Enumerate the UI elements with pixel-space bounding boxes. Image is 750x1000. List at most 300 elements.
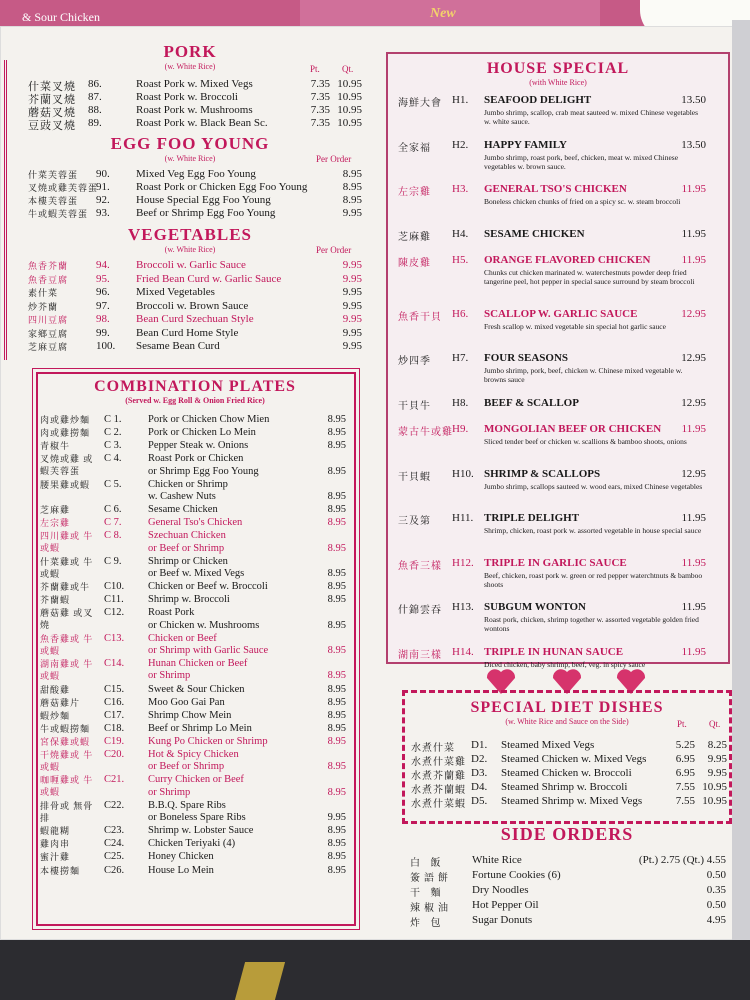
menu-item (28, 299, 362, 313)
item-price: 11.95 (681, 601, 706, 613)
combo-item (40, 865, 348, 877)
item-price: 8.95 (327, 619, 346, 631)
side-item (410, 869, 728, 882)
combo-item (40, 517, 348, 529)
item-number: C19. (104, 735, 125, 747)
menu-item (28, 78, 362, 93)
chinese-name: 炒四季 (398, 356, 431, 367)
item-price: 8.95 (327, 581, 346, 593)
item-name: TRIPLE IN HUNAN SAUCE (484, 645, 624, 658)
chinese-name: 肉或雞撈麵 (40, 428, 91, 439)
item-price: 8.95 (327, 735, 346, 747)
item-name: Broccoli w. Brown Sauce (136, 299, 249, 312)
item-price-qt: 10.95 (337, 104, 362, 116)
combo-item (40, 684, 348, 696)
item-name: Bean Curd Szechuan Style (136, 313, 254, 325)
item-number: C11. (104, 594, 124, 606)
item-number: C 7. (104, 517, 122, 529)
menu-item (28, 313, 362, 326)
top-left-text: & Sour Chicken (22, 10, 100, 24)
item-name-line: Chicken or Shrimp (148, 478, 228, 490)
item-price: 0.35 (706, 884, 726, 896)
item-number: 87. (88, 91, 102, 103)
pork-section (20, 42, 362, 132)
item-name-line: Hot & Spicy Chicken (148, 749, 239, 760)
item-name: Beef or Shrimp Egg Foo Young (136, 207, 276, 219)
special-diet-box (402, 690, 732, 824)
item-number: 97. (96, 299, 110, 312)
item-price: 8.95 (327, 709, 346, 721)
chinese-name: 蝦龍糊 (40, 826, 71, 837)
house-item (388, 139, 718, 171)
item-price: 12.95 (681, 467, 706, 480)
item-name: GENERAL TSO'S CHICKEN (484, 183, 627, 195)
item-number: 88. (88, 104, 102, 116)
item-number: 95. (96, 272, 110, 285)
item-name: SESAME CHICKEN (484, 227, 585, 240)
item-number: 96. (96, 286, 110, 298)
item-name-line: Moo Goo Gai Pan (148, 696, 225, 708)
item-name-line: General Tso's Chicken (148, 517, 243, 529)
pork-col-qt: Qt. (342, 64, 354, 74)
item-number: 91. (96, 181, 110, 193)
item-number: C 9. (104, 555, 122, 567)
item-name-line: Roast Pork or Chicken (148, 453, 244, 465)
item-number: C 2. (104, 427, 122, 439)
item-number: C10. (104, 581, 125, 593)
item-price-qt: 9.95 (707, 753, 727, 765)
house-special-subtitle: (with White Rice) (529, 78, 587, 87)
item-price: 11.95 (681, 645, 706, 658)
house-item (388, 254, 718, 295)
item-price: 0.50 (706, 869, 726, 881)
item-price-pt: 7.35 (310, 104, 330, 116)
item-price-qt: 10.95 (702, 795, 727, 807)
item-name: Steamed Chicken w. Mixed Vegs (501, 753, 647, 765)
item-price: 12.95 (681, 396, 706, 409)
combo-item (40, 414, 348, 426)
item-price: 9.95 (327, 812, 346, 824)
item-name-line: Shrimp Chow Mein (148, 709, 232, 721)
chinese-name: 湖南雞或 牛或蝦 (40, 659, 94, 682)
chinese-name: 四川豆腐 (28, 315, 69, 325)
item-name: Sesame Bean Curd (136, 340, 220, 352)
item-number: C 6. (104, 504, 122, 516)
combo-item (40, 556, 348, 581)
item-price: 8.95 (327, 722, 346, 734)
item-description: Jumbo shrimp, pork, beef, chicken w. Chinese mixed vegetable w. browns sauce (484, 366, 683, 384)
item-code: H12. (452, 556, 474, 569)
chinese-name: 蘑菇雞片 (40, 697, 81, 708)
chinese-name: 魚香三樣 (398, 560, 442, 572)
item-number: 100. (96, 340, 116, 352)
item-name-line: or Beef or Shrimp (148, 542, 225, 554)
item-price: 8.95 (327, 567, 346, 579)
item-price-pt: 7.55 (675, 781, 695, 793)
item-number: C13. (104, 632, 125, 644)
house-special-title: HOUSE SPECIAL (486, 60, 630, 77)
item-number: 99. (96, 326, 110, 339)
item-price: 8.95 (327, 786, 346, 798)
item-price: 13.50 (681, 94, 706, 106)
pork-subtitle: (w. White Rice) (164, 62, 216, 71)
item-price: 9.95 (342, 286, 362, 298)
item-description: Roast pork, chicken, shrimp together w. assorted vegetable golden fried wontons (484, 615, 699, 633)
house-item (388, 352, 718, 384)
item-name: FOUR SEASONS (484, 352, 569, 364)
pork-col-pt: Pt. (310, 64, 320, 74)
chinese-name: 牛或蝦撈麵 (40, 723, 91, 734)
item-price: 8.95 (327, 504, 346, 516)
item-price: 12.95 (681, 307, 706, 320)
item-number: C23. (104, 825, 125, 837)
item-name: Steamed Mixed Vegs (501, 739, 595, 751)
combination-subtitle: (Served w. Egg Roll & Onion Fried Rice) (125, 396, 265, 405)
item-code: D5. (471, 795, 488, 807)
item-code: H2. (452, 138, 469, 151)
combo-item (40, 736, 348, 748)
combo-item (40, 427, 348, 439)
item-name: Steamed Shrimp w. Broccoli (501, 781, 628, 793)
item-price: 8.95 (327, 414, 346, 425)
house-item (388, 557, 718, 589)
chinese-name: 本樓撈麵 (40, 865, 81, 876)
special-diet-title: SPECIAL DIET DISHES (470, 699, 664, 716)
item-name: House Special Egg Foo Young (136, 194, 271, 206)
chinese-name: 蒙古牛或雞 (398, 427, 453, 438)
chinese-name: 干貝牛 (398, 400, 431, 412)
diet-item (411, 795, 727, 810)
item-number: C15. (104, 683, 125, 695)
item-name-line: Curry Chicken or Beef (148, 774, 244, 786)
side-item (410, 899, 728, 912)
item-number: C20. (104, 749, 125, 760)
item-code: H6. (452, 307, 469, 320)
menu-item (28, 117, 362, 132)
item-price: 8.95 (327, 696, 346, 708)
item-price: 8.95 (342, 168, 362, 180)
item-number: 89. (88, 117, 102, 129)
chinese-name: 家鄉豆腐 (28, 328, 69, 339)
item-price-qt: 10.95 (702, 781, 727, 793)
item-price: 8.95 (327, 670, 346, 682)
item-name-line: Hunan Chicken or Beef (148, 658, 248, 670)
chinese-name: 水煮芥蘭雞 (411, 771, 466, 782)
chinese-name: 干貝蝦 (398, 471, 431, 483)
chinese-name: 牛或蝦芙蓉蛋 (28, 209, 89, 219)
item-price: 8.95 (342, 181, 362, 193)
item-price-qt: 10.95 (337, 78, 362, 90)
item-price: 4.95 (706, 914, 726, 926)
menu-item (28, 168, 362, 181)
item-number: C14. (104, 658, 125, 670)
vegetables-title: VEGETABLES (127, 225, 252, 244)
diet-item (411, 739, 727, 754)
combo-item (40, 838, 348, 850)
chinese-name: 簽語餅 (410, 873, 452, 884)
combo-item (40, 479, 348, 504)
item-name-line: or Beef or Shrimp (148, 761, 225, 773)
item-price: 8.95 (327, 644, 346, 656)
item-price-qt: 10.95 (337, 91, 362, 103)
item-name-line: or Shrimp with Garlic Sauce (148, 644, 269, 656)
chinese-name: 白 飯 (410, 858, 445, 869)
item-name: MONGOLIAN BEEF OR CHICKEN (484, 423, 662, 435)
item-name-line: Shrimp w. Lobster Sauce (148, 825, 254, 837)
special-diet-subtitle: (w. White Rice and Sauce on the Side) (505, 717, 629, 726)
item-price: 8.95 (327, 838, 346, 850)
item-name: Mixed Vegetables (136, 286, 215, 298)
item-name: Fortune Cookies (6) (472, 869, 561, 881)
item-price: 9.95 (342, 340, 362, 352)
menu-item (28, 194, 362, 207)
chinese-name: 豆豉叉燒 (28, 120, 76, 132)
combo-item (40, 710, 348, 722)
house-item (388, 94, 718, 126)
chinese-name: 炸 包 (410, 918, 445, 929)
item-name: Sugar Donuts (472, 914, 533, 926)
item-description: Jumbo shrimp, scallops sauteed w. wood ears, mixed Chinese vegetables (484, 481, 703, 491)
side-item (410, 884, 728, 897)
chinese-name: 青椒牛 (40, 441, 71, 452)
chinese-name: 湖南三樣 (398, 649, 442, 661)
combination-section (40, 378, 350, 876)
item-price: 9.95 (342, 272, 362, 285)
chinese-name: 干燒雞或 牛或蝦 (40, 750, 94, 772)
special-diet-col-qt: Qt. (709, 719, 721, 729)
chinese-name: 本樓芙蓉蛋 (28, 196, 79, 206)
item-name-line: Chicken or Beef w. Broccoli (148, 581, 268, 593)
item-name-line: Pepper Steak w. Onions (148, 440, 249, 452)
item-name: Roast Pork w. Black Bean Sc. (136, 117, 268, 129)
item-price: 9.95 (342, 207, 362, 219)
item-name-line: B.B.Q. Spare Ribs (148, 799, 226, 811)
item-price: 8.95 (327, 440, 346, 452)
item-number: 93. (96, 207, 110, 219)
house-item (388, 468, 718, 500)
item-number: C16. (104, 696, 125, 708)
chinese-name: 水煮芥蘭蝦 (411, 785, 466, 796)
item-description: Chunks cut chicken marinated w. waterchestnuts powder deep fried tangerine peel, hot pepper in special sauce surround by steam broccoli (484, 268, 695, 286)
item-number: C 5. (104, 478, 122, 490)
item-number: C17. (104, 709, 125, 721)
combo-item (40, 697, 348, 709)
chinese-name: 芥蘭叉燒 (28, 94, 76, 106)
item-code: H8. (452, 396, 469, 409)
item-price: 8.95 (327, 851, 346, 863)
chinese-name: 蜜汁雞 (40, 852, 71, 863)
item-code: H5. (452, 254, 469, 266)
item-price: 11.95 (681, 556, 706, 569)
vegetables-section (20, 225, 362, 352)
diet-item (411, 767, 727, 782)
item-price-pt: 7.35 (310, 117, 330, 129)
item-number: C25. (104, 851, 125, 863)
item-price: 11.95 (681, 183, 706, 195)
house-item (388, 601, 718, 633)
diet-item (411, 781, 727, 796)
item-name-line: or Shrimp (148, 670, 191, 682)
item-code: H9. (452, 423, 469, 435)
item-description: Fresh scallop w. mixed vegetable sin special hot garlic sauce (484, 321, 666, 331)
chinese-name: 三及第 (398, 516, 431, 527)
item-description: Boneless chicken chunks of fried on a spicy sc. w. steam broccoli (484, 197, 681, 206)
item-price: 9.95 (342, 299, 362, 312)
item-price: 9.95 (342, 326, 362, 339)
chinese-name: 蘑菇雞 或叉燒 (40, 608, 94, 631)
item-name: Steamed Shrimp w. Mixed Vegs (501, 795, 643, 807)
chinese-name: 腰果雞或蝦 (40, 479, 91, 490)
item-price-pt: 6.95 (675, 753, 695, 765)
item-price: 8.95 (327, 542, 346, 554)
item-name: SEAFOOD DELIGHT (484, 94, 592, 106)
item-code: H11. (452, 512, 474, 524)
item-price: 8.95 (327, 683, 346, 695)
item-name-line: Pork or Chicken Lo Mein (148, 427, 256, 439)
item-description: Jumbo shrimp, scallop, crab meat sauteed w. mixed Chinese vegetables w. white sauce. (484, 108, 699, 126)
egg-foo-young-subtitle: (w. White Rice) (164, 154, 216, 163)
chinese-name: 水煮什菜 (411, 743, 455, 754)
item-name-line: Kung Po Chicken or Shrimp (148, 735, 268, 747)
chinese-name: 左宗雞 (398, 187, 431, 198)
item-name: HAPPY FAMILY (484, 138, 568, 151)
chinese-name: 什錦雲吞 (398, 605, 442, 616)
chinese-name: 芥蘭蝦 (40, 595, 71, 606)
item-number: C 4. (104, 453, 122, 465)
chinese-name: 海鮮大會 (398, 98, 442, 109)
item-number: C21. (104, 774, 125, 786)
item-description: Jumbo shrimp, roast pork, beef, chicken, meat w. mixed Chinese vegetables w. brown sauce. (484, 152, 679, 171)
item-number: C 8. (104, 530, 122, 542)
item-price: 8.95 (327, 427, 346, 439)
combo-item (40, 453, 348, 478)
chinese-name: 芝麻雞 (40, 505, 71, 516)
item-name-line: Roast Pork (148, 607, 195, 619)
item-price: 8.95 (327, 465, 346, 477)
chinese-name: 咖喱雞或 牛或蝦 (40, 775, 94, 798)
item-name-line: House Lo Mein (148, 864, 214, 876)
item-description: Beef, chicken, roast pork w. green or red pepper waterchtnuts & bamboo shoots (484, 570, 703, 589)
chinese-name: 叉燒或雞 或蝦芙蓉蛋 (40, 454, 94, 477)
item-price: 9.95 (342, 313, 362, 325)
chinese-name: 叉燒或雞芙蓉蛋 (28, 183, 99, 193)
chinese-name: 四川雞或 牛或蝦 (40, 531, 94, 554)
item-price-qt: 9.95 (707, 767, 727, 779)
combo-item (40, 607, 348, 632)
item-price-pt: 6.95 (675, 767, 695, 779)
item-name: Broccoli w. Garlic Sauce (136, 259, 246, 271)
item-code: D1. (471, 739, 488, 751)
item-name-line: Szechuan Chicken (148, 530, 226, 542)
chinese-name: 芥蘭雞或牛 (40, 582, 91, 593)
chinese-name: 陳皮雞 (398, 258, 431, 269)
table-surface (0, 940, 750, 1000)
item-price: 11.95 (681, 512, 706, 524)
house-special-box (386, 52, 730, 669)
item-name: BEEF & SCALLOP (484, 396, 579, 409)
combo-item (40, 774, 348, 799)
item-number: C22. (104, 799, 125, 811)
chinese-name: 宮保雞或蝦 (40, 736, 91, 747)
chinese-name: 魚香豆腐 (28, 274, 69, 285)
page-edge (732, 20, 750, 940)
item-code: H13. (452, 601, 474, 613)
house-item (388, 423, 718, 455)
chinese-name: 左宗雞 (40, 518, 71, 529)
combo-item (40, 749, 348, 774)
item-name: SCALLOP W. GARLIC SAUCE (484, 307, 638, 320)
item-number: 86. (88, 78, 102, 90)
combo-item (40, 581, 348, 593)
item-name-line: Chicken Teriyaki (4) (148, 838, 236, 850)
chinese-name: 水煮什菜蝦 (411, 799, 466, 810)
combo-item (40, 658, 348, 683)
item-name-line: Shrimp or Chicken (148, 555, 228, 567)
item-name: Roast Pork or Chicken Egg Foo Young (136, 181, 308, 193)
item-number: 90. (96, 168, 110, 180)
item-name: TRIPLE DELIGHT (484, 512, 580, 524)
item-name: TRIPLE IN GARLIC SAUCE (484, 556, 627, 569)
item-number: 92. (96, 194, 110, 206)
item-name: Dry Noodles (472, 884, 529, 896)
item-name-line: Chicken or Beef (148, 632, 217, 644)
diet-item (411, 753, 727, 768)
chinese-name: 全家福 (398, 142, 431, 154)
chinese-name: 魚香雞或 牛或蝦 (40, 633, 94, 656)
item-price: (Pt.) 2.75 (Qt.) 4.55 (638, 854, 726, 866)
item-number: C 1. (104, 414, 122, 425)
item-number: C 3. (104, 440, 122, 452)
item-name-line: Honey Chicken (148, 851, 214, 863)
chinese-name: 蘑菇叉燒 (28, 107, 76, 119)
egg-foo-young-title: EGG FOO YOUNG (110, 134, 270, 153)
item-name: ORANGE FLAVORED CHICKEN (484, 254, 651, 266)
combo-item (40, 800, 348, 825)
chinese-name: 排骨或 無骨排 (40, 800, 94, 823)
item-code: H10. (452, 467, 474, 480)
side-item (410, 914, 728, 927)
item-name-line: or Shrimp Egg Foo Young (148, 465, 259, 477)
item-name-line: or Boneless Spare Ribs (148, 812, 246, 824)
chinese-name: 甜酸雞 (40, 684, 71, 695)
item-name: Roast Pork w. Mushrooms (136, 104, 253, 116)
house-item (388, 228, 718, 242)
item-name-line: Sesame Chicken (148, 504, 218, 516)
chinese-name: 素什菜 (28, 288, 59, 298)
item-name: Fried Bean Curd w. Garlic Sauce (136, 272, 282, 285)
item-number: C12. (104, 607, 125, 619)
chinese-name: 蝦炒麵 (40, 710, 71, 721)
item-code: H14. (452, 645, 474, 658)
item-code: H4. (452, 227, 469, 240)
combination-title: COMBINATION PLATES (94, 378, 296, 395)
item-price: 11.95 (681, 254, 706, 266)
item-name-line: or Beef w. Mixed Vegs (148, 567, 245, 579)
vegetables-col: Per Order (316, 245, 352, 255)
combo-item (40, 825, 348, 837)
chinese-name: 炒芥蘭 (28, 301, 59, 312)
chinese-name: 魚香干貝 (398, 311, 442, 323)
item-price-pt: 5.25 (675, 739, 695, 751)
item-name-line: Sweet & Sour Chicken (148, 683, 245, 695)
item-price: 13.50 (681, 138, 706, 151)
chinese-name: 魚香芥蘭 (28, 261, 69, 271)
item-price: 0.50 (706, 899, 726, 911)
item-price-pt: 7.55 (675, 795, 695, 807)
item-number: 94. (96, 259, 110, 271)
chinese-name: 辣椒油 (410, 903, 452, 914)
item-number: 98. (96, 313, 110, 325)
